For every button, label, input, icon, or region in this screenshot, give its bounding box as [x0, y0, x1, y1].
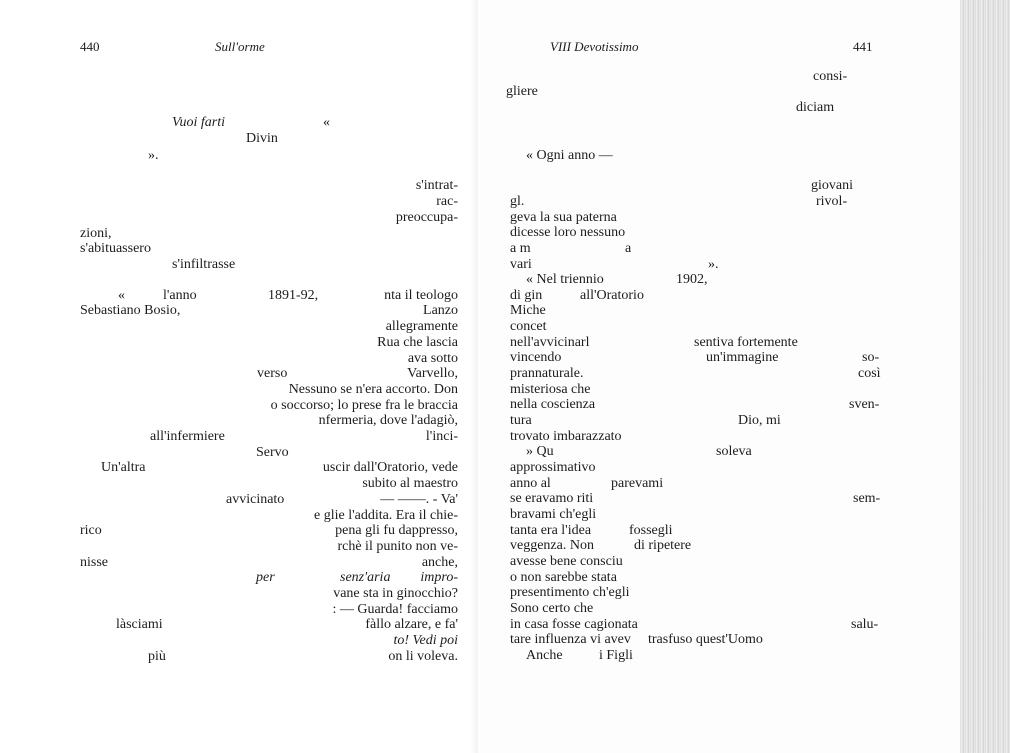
text-line: rico [80, 523, 102, 538]
left-page [0, 0, 478, 753]
text-line: Servo [256, 445, 289, 460]
text-line: o non sarebbe stata [510, 570, 617, 585]
text-line: più [148, 649, 166, 664]
text-line: soleva [716, 444, 752, 459]
text-line: e glie l'addita. Era il chie- [313, 508, 458, 523]
text-line: così [858, 366, 881, 381]
page-number-right: 441 [853, 39, 873, 54]
text-line: fàllo alzare, e fa' [365, 617, 458, 632]
text-line: Nessuno se n'era accorto. Don [288, 382, 458, 397]
text-line: vane sta in ginocchio? [333, 586, 458, 601]
text-line: l'anno [163, 288, 197, 303]
text-line: di gin [510, 288, 543, 303]
right-page [478, 0, 1010, 753]
text-line: in casa fosse cagionata [510, 617, 638, 632]
text-line: « Nel triennio [526, 272, 604, 287]
text-line: rac- [436, 194, 458, 209]
running-head-right: VIII Devotissimo [550, 39, 639, 54]
text-line: zioni, [80, 226, 112, 241]
text-line: gliere [506, 84, 538, 99]
text-line: pena gli fu dappresso, [335, 523, 458, 538]
text-line: gl. [510, 194, 525, 209]
text-line: dicesse loro nessuno [510, 225, 626, 240]
text-line: avesse bene consciu [510, 554, 623, 569]
text-line: nella coscienza [510, 397, 596, 412]
text-line: » Qu [526, 444, 554, 459]
text-line: trasfuso quest'Uomo [648, 632, 763, 647]
text-line: Anche [526, 648, 563, 663]
text-line: se eravamo riti [510, 491, 594, 506]
text-line: « [118, 288, 125, 303]
text-line: fossegli [629, 523, 673, 538]
text-line: s'intrat- [415, 178, 458, 193]
text-line: diciam [796, 100, 835, 115]
text-line: rchè il punito non ve- [337, 539, 458, 554]
text-line: vincendo [510, 350, 562, 365]
text-line: tare influenza vi avev [510, 632, 631, 647]
text-line: s'abituassero [80, 241, 151, 256]
text-line: Rua che lascia [377, 335, 458, 350]
text-line: misteriosa che [510, 382, 591, 397]
text-line: impro- [420, 570, 458, 585]
text-line: to! Vedi poi [393, 633, 458, 648]
text-line: trovato imbarazzato [510, 429, 622, 444]
text-line: anche, [421, 555, 458, 570]
text-line: giovani [811, 178, 853, 193]
text-line: parevami [611, 476, 664, 491]
text-line: làsciami [116, 617, 163, 632]
text-line: Un'altra [101, 460, 146, 475]
text-line: veggenza. Non [510, 538, 594, 553]
text-line: Divin [246, 131, 278, 146]
text-line: verso [257, 366, 288, 381]
text-line: allegramente [385, 319, 458, 334]
text-line: concet [510, 319, 547, 334]
text-line: bravami ch'egli [510, 507, 597, 522]
text-line: Miche [510, 303, 546, 318]
text-line: approssimativo [510, 460, 596, 475]
text-line: rivol- [816, 194, 848, 209]
text-line: ». [148, 148, 159, 163]
text-line: nta il teologo [384, 288, 458, 303]
text-line: s'infiltrasse [172, 257, 236, 272]
text-line: vari [510, 257, 532, 272]
text-line: « [323, 115, 330, 130]
text-line: : — Guarda! facciamo [332, 602, 458, 617]
text-line: on li voleva. [388, 649, 458, 664]
text-line: avvicinato [226, 492, 285, 507]
text-line: nfermeria, dove l'adagiò, [318, 413, 458, 428]
text-line: o soccorso; lo prese fra le braccia [270, 398, 458, 413]
text-line: so- [862, 350, 880, 365]
text-line: di ripetere [634, 538, 692, 553]
text-line: a [625, 241, 632, 256]
text-line: un'immagine [706, 350, 779, 365]
text-line: a m [510, 241, 531, 256]
page-number-left: 440 [80, 39, 100, 54]
text-line: per [256, 570, 275, 585]
text-line: Sebastiano Bosio, [80, 303, 181, 318]
text-line: nisse [80, 555, 108, 570]
text-line: ava sotto [407, 351, 458, 366]
text-line: senz'aria [340, 570, 391, 585]
text-line: 1902, [676, 272, 708, 287]
text-line: all'Oratorio [580, 288, 644, 303]
text-line: geva la sua paterna [510, 210, 617, 225]
book-page-edges [960, 0, 1010, 753]
running-head-left: Sull'orme [215, 39, 265, 54]
text-line: Lanzo [423, 303, 458, 318]
text-line: Vuoi farti [172, 115, 226, 130]
text-line: tanta era l'idea [510, 523, 592, 538]
text-line: sven- [849, 397, 880, 412]
text-line: sentiva fortemente [694, 335, 798, 350]
text-line: sem- [853, 491, 881, 506]
text-line: salu- [851, 617, 879, 632]
text-line: prannaturale. [510, 366, 584, 381]
text-line: Varvello, [407, 366, 458, 381]
text-line: tura [510, 413, 532, 428]
text-line: Sono certo che [510, 601, 594, 616]
text-line: Dio, mi [738, 413, 781, 428]
text-line: i Figli [599, 648, 633, 663]
text-line: subito al maestro [362, 476, 458, 491]
text-line: anno al [510, 476, 551, 491]
text-line: l'inci- [425, 429, 458, 444]
text-line: consi- [813, 69, 848, 84]
text-line: nell'avvicinarl [510, 335, 590, 350]
text-line: all'infermiere [150, 429, 225, 444]
text-line: « Ogni anno — [526, 148, 613, 163]
text-line: presentimento ch'egli [510, 585, 630, 600]
text-line: ». [708, 257, 719, 272]
text-line: preoccupa- [395, 210, 458, 225]
text-line: — ——. - Va' [380, 492, 458, 507]
text-line: uscir dall'Oratorio, vede [322, 460, 458, 475]
text-line: 1891-92, [268, 288, 319, 303]
